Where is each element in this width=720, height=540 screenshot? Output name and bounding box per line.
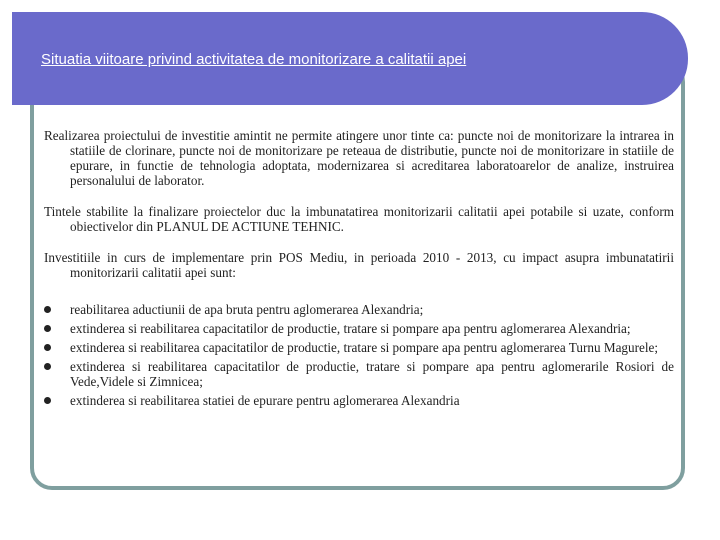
paragraph-pos-investments: Investitiile in curs de implementare prin POS Mediu, in perioada 2010 - 2013, cu impact asupra imbunatatirii monitorizarii calitatii apei sunt: xyxy=(44,250,674,280)
list-item xyxy=(44,302,674,317)
bullet-dot-icon xyxy=(44,344,51,351)
list-item-text: extinderea si reabilitarea capacitatilor de productie, tratare si pompare apa pentru aglomerarile Rosiori de Vede,Videle si Zimnicea; xyxy=(70,359,674,389)
list-item-text: extinderea si reabilitarea capacitatilor de productie, tratare si pompare apa pentru aglomerarea Alexandria; xyxy=(70,321,631,336)
list-item-text: reabilitarea aductiunii de apa bruta pentru aglomerarea Alexandria; xyxy=(70,302,424,317)
list-item-text: extinderea si reabilitarea capacitatilor de productie, tratare si pompare apa pentru aglomerarea Turnu Magurele; xyxy=(70,340,659,355)
paragraph-targets-outcome: Tintele stabilite la finalizare proiectelor duc la imbunatatirea monitorizarii calitatii apei potabile si uzate, conform obiectivelor din PLANUL DE ACTIUNE TEHNIC. xyxy=(44,204,674,234)
list-item xyxy=(44,393,674,408)
bullet-dot-icon xyxy=(44,325,51,332)
list-item xyxy=(44,340,674,355)
bullet-dot-icon xyxy=(44,363,51,370)
list-item xyxy=(44,321,674,336)
bullet-dot-icon xyxy=(44,397,51,404)
slide-body xyxy=(44,128,674,412)
bullet-dot-icon xyxy=(44,306,51,313)
title-underline-rule xyxy=(42,107,650,109)
investment-list xyxy=(44,302,674,408)
slide-title: Situatia viitoare privind activitatea de monitorizare a calitatii apei xyxy=(41,51,467,68)
list-item-text: extinderea si reabilitarea statiei de epurare pentru aglomerarea Alexandria xyxy=(70,393,460,408)
title-band xyxy=(12,12,688,105)
list-item xyxy=(44,359,674,389)
paragraph-investment-targets: Realizarea proiectului de investitie amintit ne permite atingere unor tinte ca: puncte noi de monitorizare la intrarea in statiile de clorinare, puncte noi de monitorizare pe reteaua de distributie, puncte noi de monitorizare in statiile de epurare, in functie de tehnologia adoptata, modernizarea si acreditarea laboratoarelor de analize, instruirea personalului de laborator. xyxy=(44,128,674,188)
